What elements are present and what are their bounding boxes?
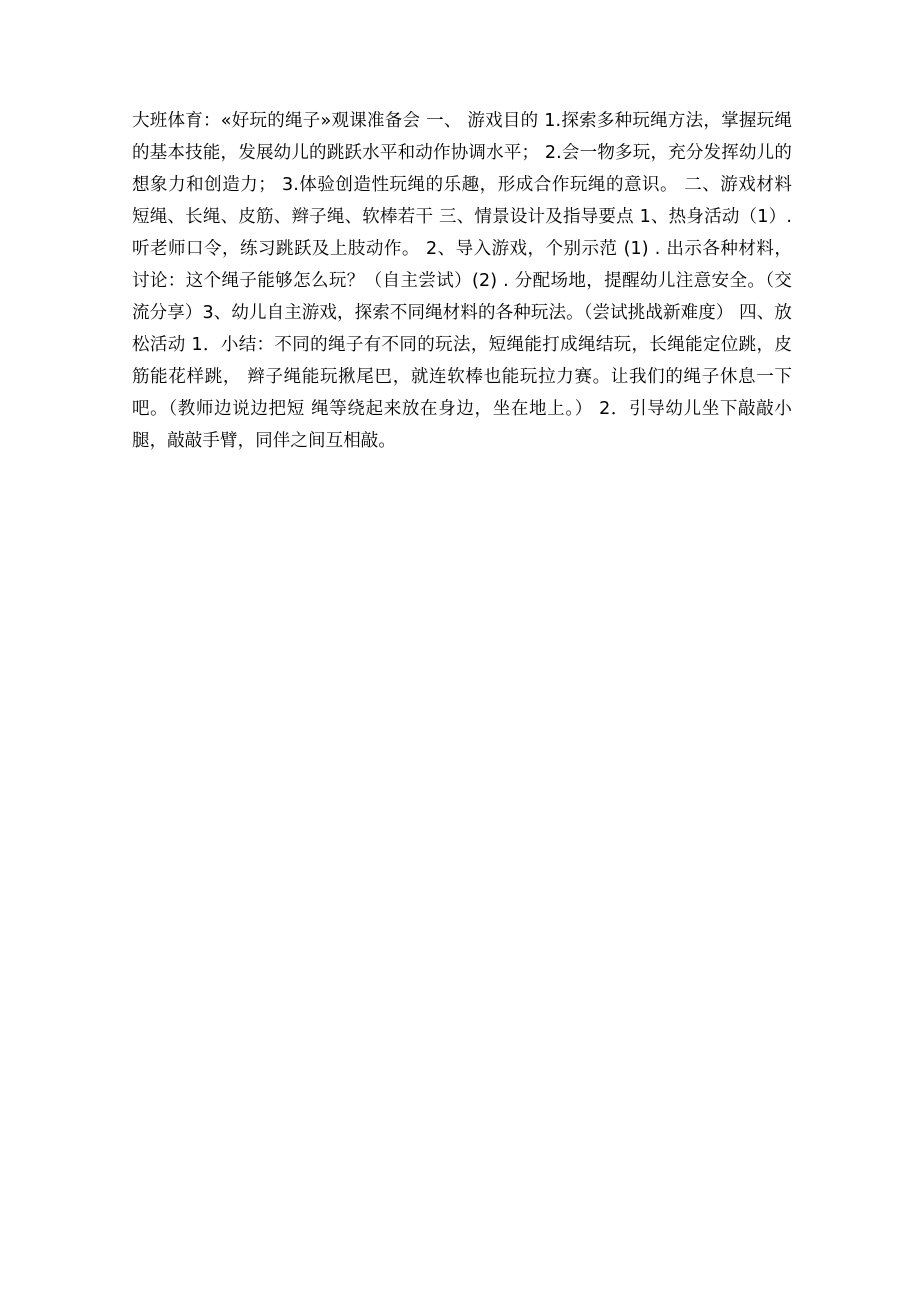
document-body (132, 105, 792, 457)
document-paragraph: 大班体育：«好玩的绳子»观课准备会 一、 游戏目的 1.探索多种玩绳方法，掌握玩绳的基本技能，发展幼儿的跳跃水平和动作协调水平； 2.会一物多玩，充分发挥幼儿的想象力和创造力； 3.体验创造性玩绳的乐趣，形成合作玩绳的意识。 二、游戏材料 短绳、长绳、皮筋、辫子绳、软棒若干 三、情景设计及指导要点 1、热身活动（1）. 听老师口令，练习跳跃及上肢动作。 2、导入游戏，个别示范 (1) . 出示各种材料，讨论：这个绳子能够怎么玩？（自主尝试）(2) . 分配场地，提醒幼儿注意安全。（交流分享）3、幼儿自主游戏，探索不同绳材料的各种玩法。（尝试挑战新难度） 四、放松活动 1．小结：不同的绳子有不同的玩法，短绳能打成绳结玩，长绳能定位跳，皮筋能花样跳， 辫子绳能玩揪尾巴，就连软棒也能玩拉力赛。让我们的绳子休息一下吧。（教师边说边把短 绳等绕起来放在身边，坐在地上。） 2．引导幼儿坐下敲敲小腿，敲敲手臂，同伴之间互相敲。 (132, 111, 792, 451)
